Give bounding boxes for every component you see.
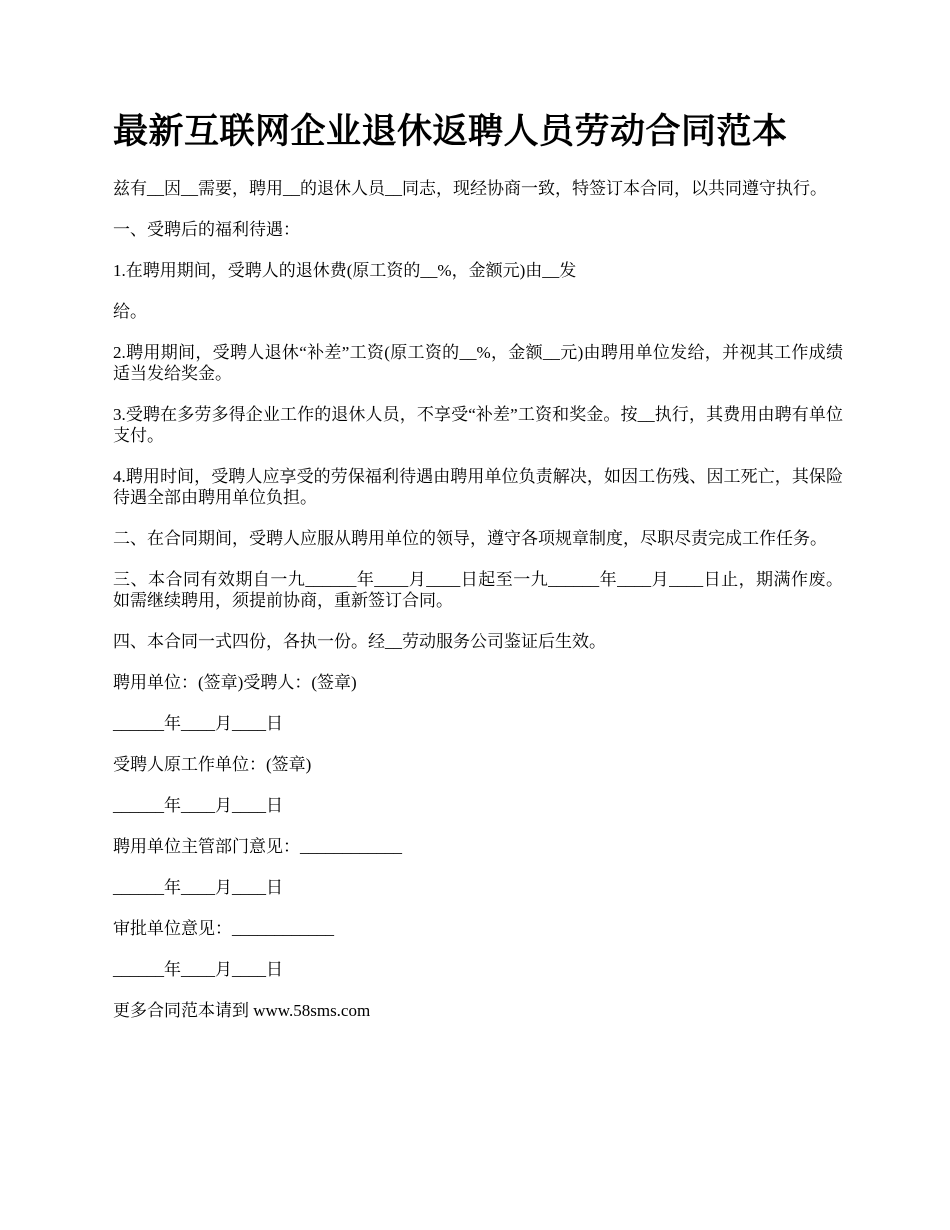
clause-1-line-1: 1.在聘用期间，受聘人的退休费(原工资的__%，金额元)由__发 — [113, 261, 577, 280]
section-four: 四、本合同一式四份，各执一份。经__劳动服务公司鉴证后生效。 — [113, 632, 606, 651]
signature-employer-employee: 聘用单位：(签章)受聘人：(签章) — [113, 673, 357, 692]
date-line-4: ______年____月____日 — [113, 960, 283, 979]
date-line-3: ______年____月____日 — [113, 878, 283, 897]
clause-1-line-2: 给。 — [113, 302, 147, 321]
clause-3: 3.受聘在多劳多得企业工作的退休人员，不享受“补差”工资和奖金。按__执行，其费用由聘有单位支付。 — [113, 405, 843, 445]
section-three: 三、本合同有效期自一九______年____月____日起至一九______年____月____日止，期满作废。如需继续聘用，须提前协商，重新签订合同。 — [113, 570, 843, 610]
supervisor-opinion: 聘用单位主管部门意见：____________ — [113, 837, 402, 856]
section-two: 二、在合同期间，受聘人应服从聘用单位的领导，遵守各项规章制度，尽职尽责完成工作任务。 — [113, 529, 827, 548]
clause-4: 4.聘用时间，受聘人应享受的劳保福利待遇由聘用单位负责解决，如因工伤残、因工死亡，其保险待遇全部由聘用单位负担。 — [113, 467, 843, 507]
document-page — [113, 108, 843, 1041]
approval-opinion: 审批单位意见：____________ — [113, 919, 334, 938]
signature-original-employer: 受聘人原工作单位：(签章) — [113, 755, 312, 774]
date-line-2: ______年____月____日 — [113, 796, 283, 815]
document-title: 最新互联网企业退休返聘人员劳动合同范本 — [113, 112, 788, 151]
section-heading-benefits: 一、受聘后的福利待遇： — [113, 220, 300, 239]
intro-paragraph: 兹有__因__需要，聘用__的退休人员__同志，现经协商一致，特签订本合同，以共同遵守执行。 — [113, 179, 827, 198]
clause-2: 2.聘用期间，受聘人退休“补差”工资(原工资的__%，金额__元)由聘用单位发给，并视其工作成绩适当发给奖金。 — [113, 343, 843, 383]
footer-more-link: 更多合同范本请到 www.58sms.com — [113, 1001, 371, 1020]
date-line-1: ______年____月____日 — [113, 714, 283, 733]
